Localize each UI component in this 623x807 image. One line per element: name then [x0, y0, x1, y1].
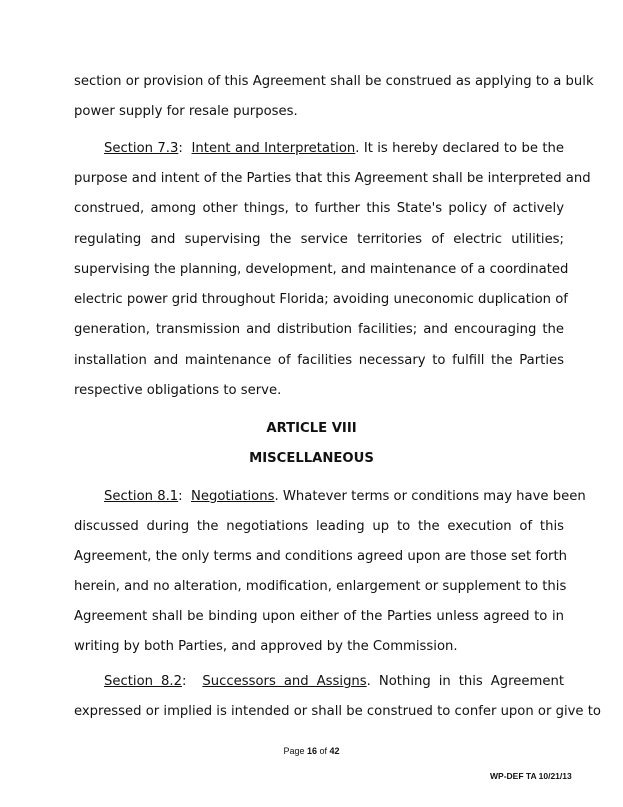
section-8-2-heading-line	[104, 674, 564, 690]
body-line: construed, among other things, to further this State's policy of actively	[74, 201, 564, 216]
section-title: Negotiations	[191, 489, 275, 504]
body-line: Agreement, the only terms and conditions agreed upon are those set forth	[74, 549, 567, 564]
page-number	[0, 746, 623, 756]
page-prefix: Page	[283, 746, 305, 756]
body-line: expressed or implied is intended or shall be construed to confer upon or give to	[74, 704, 601, 719]
body-line: regulating and supervising the service territories of electric utilities;	[74, 232, 564, 247]
section-colon: :	[178, 489, 183, 504]
article-number: ARTICLE VIII	[266, 421, 357, 436]
body-line: power supply for resale purposes.	[74, 104, 298, 119]
body-line: respective obligations to serve.	[74, 383, 282, 398]
body-line: purpose and intent of the Parties that this Agreement shall be interpreted and	[74, 171, 591, 186]
section-colon: :	[181, 674, 187, 689]
document-reference: WP-DEF TA 10/21/13	[490, 771, 572, 781]
section-label: Section 8.2	[104, 674, 182, 689]
page-current: 16	[306, 746, 317, 756]
body-line: supervising the planning, development, and maintenance of a coordinated	[74, 262, 569, 277]
body-line: writing by both Parties, and approved by the Commission.	[74, 639, 458, 654]
page-of: of	[319, 746, 328, 756]
section-title: Successors and Assigns	[202, 674, 367, 689]
section-label: Section 8.1	[104, 489, 179, 504]
section-text: . It is hereby declared to be the	[355, 141, 564, 156]
body-line: section or provision of this Agreement shall be construed as applying to a bulk	[74, 74, 594, 89]
section-title: Intent and Interpretation	[191, 141, 356, 156]
body-line: Agreement shall be binding upon either of the Parties unless agreed to in	[74, 609, 564, 624]
article-title: MISCELLANEOUS	[249, 451, 374, 466]
body-line: installation and maintenance of facilities necessary to fulfill the Parties	[74, 353, 564, 368]
section-text: . Whatever terms or conditions may have been	[274, 489, 586, 504]
section-text: . Nothing in this Agreement	[366, 674, 564, 689]
body-line: discussed during the negotiations leading up to the execution of this	[74, 519, 564, 534]
body-line: generation, transmission and distribution facilities; and encouraging the	[74, 322, 564, 337]
section-8-1-heading-line	[104, 489, 586, 505]
body-line: herein, and no alteration, modification, enlargement or supplement to this	[74, 579, 567, 594]
section-label: Section 7.3	[104, 141, 179, 156]
body-line: electric power grid throughout Florida; avoiding uneconomic duplication of	[74, 292, 568, 307]
section-colon: :	[178, 141, 183, 156]
page-total: 42	[329, 746, 340, 756]
section-7-3-heading-line	[104, 141, 564, 157]
